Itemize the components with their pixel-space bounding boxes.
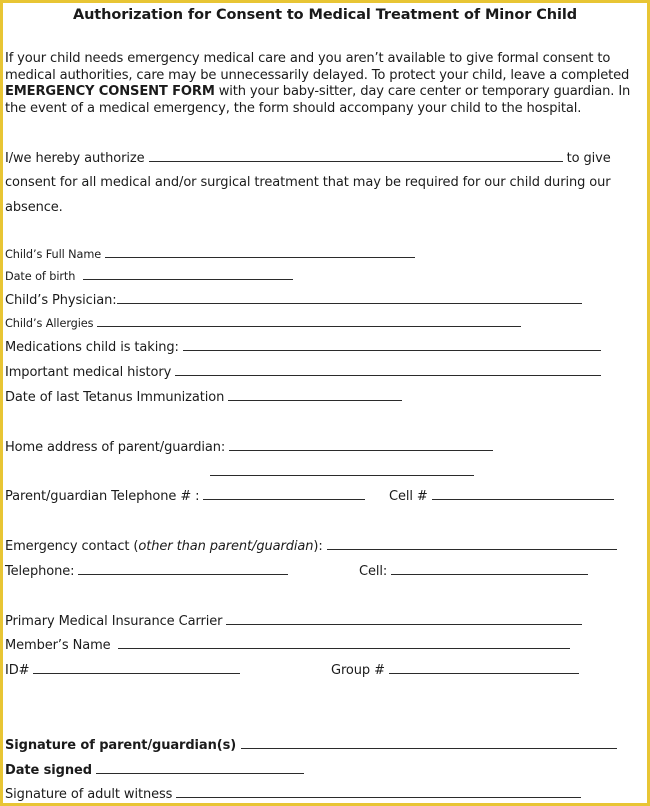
home-address-line-2 — [210, 464, 474, 481]
parent-telephone-row — [5, 488, 365, 505]
parent-telephone-label: Parent/guardian Telephone # : — [5, 489, 200, 504]
group-number-field[interactable] — [389, 662, 579, 674]
intro-paragraph — [5, 51, 645, 117]
tetanus-row — [5, 389, 402, 406]
parent-cell-row — [389, 488, 614, 505]
emergency-cell-label: Cell: — [359, 564, 388, 579]
emergency-telephone-label: Telephone: — [5, 564, 75, 579]
allergies-label: Child’s Allergies — [5, 317, 94, 330]
tetanus-label: Date of last Tetanus Immunization — [5, 390, 225, 405]
emergency-telephone-row — [5, 563, 288, 580]
date-signed-label: Date signed — [5, 763, 92, 778]
member-id-field[interactable] — [33, 662, 240, 674]
witness-signature-label: Signature of adult witness — [5, 787, 173, 802]
child-full-name-label: Child’s Full Name — [5, 248, 102, 261]
medications-field[interactable] — [183, 339, 601, 351]
member-name-row — [5, 637, 570, 654]
medical-history-label: Important medical history — [5, 365, 172, 380]
member-name-field[interactable] — [118, 637, 570, 649]
group-number-row — [331, 662, 579, 679]
insurance-carrier-row — [5, 613, 582, 630]
medications-label: Medications child is taking: — [5, 340, 179, 355]
parent-cell-label: Cell # — [389, 489, 428, 504]
home-address-field-2[interactable] — [210, 464, 474, 476]
parent-cell-field[interactable] — [432, 488, 614, 500]
home-address-field[interactable] — [229, 439, 493, 451]
allergies-field[interactable] — [97, 315, 521, 327]
child-full-name-field[interactable] — [105, 246, 415, 258]
witness-signature-field[interactable] — [176, 786, 581, 798]
emergency-telephone-field[interactable] — [78, 563, 288, 575]
medical-history-row — [5, 364, 601, 381]
date-of-birth-field[interactable] — [83, 268, 293, 280]
authorized-party-field[interactable] — [149, 150, 563, 162]
emergency-contact-prefix: Emergency contact ( — [5, 539, 139, 554]
emergency-cell-field[interactable] — [391, 563, 588, 575]
emergency-cell-row — [359, 563, 588, 580]
intro-text-before: If your child needs emergency medical care and you aren’t available to give formal consent to medical authorities, care may be unnecessarily delayed. To protect your child, leave a completed — [5, 51, 630, 83]
member-name-label: Member’s Name — [5, 638, 111, 653]
authorization-row — [5, 150, 611, 167]
physician-label: Child’s Physician: — [5, 293, 117, 308]
emergency-contact-field[interactable] — [327, 538, 617, 550]
home-address-row — [5, 439, 493, 456]
date-signed-row — [5, 762, 304, 779]
intro-emphasis: EMERGENCY CONSENT FORM — [5, 84, 215, 100]
member-id-label: ID# — [5, 663, 30, 678]
allergies-row — [5, 315, 521, 332]
emergency-contact-row — [5, 538, 617, 555]
member-id-row — [5, 662, 240, 679]
insurance-carrier-label: Primary Medical Insurance Carrier — [5, 614, 223, 629]
home-address-label: Home address of parent/guardian: — [5, 440, 226, 455]
parent-signature-row — [5, 737, 617, 754]
emergency-contact-label — [5, 539, 323, 554]
tetanus-date-field[interactable] — [228, 389, 402, 401]
to-give-label: to give — [566, 151, 611, 166]
date-signed-field[interactable] — [96, 762, 304, 774]
date-of-birth-label: Date of birth — [5, 270, 76, 283]
parent-signature-field[interactable] — [241, 737, 617, 749]
emergency-contact-italic: other than parent/guardian — [138, 539, 314, 554]
emergency-contact-suffix: ): — [313, 539, 323, 554]
physician-row — [5, 292, 582, 309]
medications-row — [5, 339, 601, 356]
authorization-line-2: consent for all medical and/or surgical treatment that may be required for our child during our — [5, 175, 611, 190]
intro-text-after: with your baby-sitter, day care center or temporary guardian. In the event of a medical emergency, the form should accompany your child to the hospital. — [5, 84, 631, 116]
authorize-label: I/we hereby authorize — [5, 151, 145, 166]
parent-telephone-field[interactable] — [203, 488, 365, 500]
witness-signature-row — [5, 786, 581, 803]
page-title: Authorization for Consent to Medical Treatment of Minor Child — [72, 7, 578, 23]
date-of-birth-row — [5, 268, 293, 285]
child-full-name-row — [5, 246, 415, 263]
group-number-label: Group # — [331, 663, 385, 678]
medical-history-field[interactable] — [175, 364, 601, 376]
insurance-carrier-field[interactable] — [226, 613, 582, 625]
parent-signature-label: Signature of parent/guardian(s) — [5, 738, 237, 753]
authorization-line-3: absence. — [5, 200, 63, 215]
physician-field[interactable] — [117, 292, 582, 304]
